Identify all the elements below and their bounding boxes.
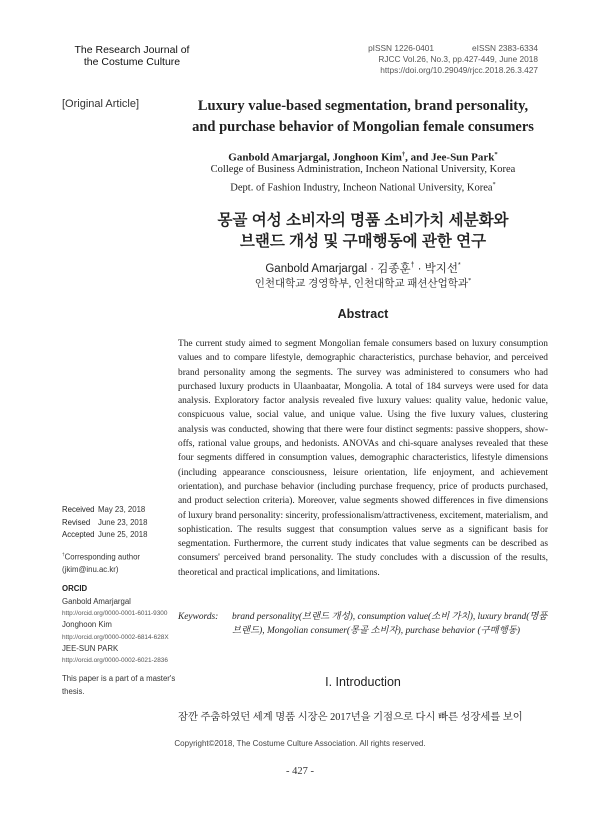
orcid-link-1[interactable]: http://orcid.org/0000-0001-6011-9300	[62, 610, 168, 618]
pissn: pISSN 1226-0401	[368, 43, 435, 53]
corresponding-author-label: Corresponding author	[64, 552, 141, 562]
journal-meta	[368, 43, 538, 76]
paper-title	[178, 96, 548, 138]
received-date: May 23, 2018	[98, 505, 146, 514]
article-sidebar	[62, 504, 180, 698]
corresponding-mark: †	[401, 151, 406, 158]
paper-title-line2: and purchase behavior of Mongolian female consumers	[192, 119, 534, 135]
abstract-heading: Abstract	[337, 307, 389, 321]
citation: RJCC Vol.26, No.3, pp.427-449, June 2018	[378, 54, 538, 64]
korean-mark-2: *	[457, 262, 461, 269]
keywords-text: brand personality(브랜드 개성), consumption value(소비 가치), luxury brand(명품 브랜드), Mongolian consumer(몽골 소비자), purchase behavior (구매행동)	[232, 612, 548, 636]
keywords-label: Keywords:	[178, 612, 219, 622]
korean-affiliation-mark: *	[468, 277, 472, 284]
thesis-note: This paper is a part of a master's thesis.	[62, 674, 176, 696]
received-label: Received	[62, 505, 95, 514]
author-names-2: , and Jee-Sun Park	[405, 151, 495, 164]
copyright: Copyright©2018, The Costume Culture Association. All rights reserved.	[174, 739, 426, 748]
orcid-name-1: Ganbold Amarjargal	[62, 596, 131, 606]
accepted-label: Accepted	[62, 530, 95, 539]
page-number: - 427 -	[286, 766, 314, 777]
revised-row	[62, 517, 180, 530]
revised-date: June 23, 2018	[98, 517, 148, 527]
article-type: [Original Article]	[62, 98, 140, 110]
accepted-row	[62, 529, 180, 542]
journal-name-line1: The Research Journal of	[74, 44, 190, 56]
received-row	[62, 504, 180, 517]
korean-authors-a: Ganbold Amarjargal · 김종훈	[265, 262, 411, 275]
korean-mark-1: †	[410, 262, 415, 269]
orcid-link-2[interactable]: http://orcid.org/0000-0002-6814-628X	[62, 633, 169, 641]
korean-authors-b: · 박지선	[414, 262, 458, 275]
corresponding-author	[62, 549, 180, 564]
corresponding-author-mark: †	[62, 551, 65, 557]
orcid-link-3[interactable]: http://orcid.org/0000-0002-6021-2836	[62, 657, 168, 665]
journal-name	[62, 44, 202, 68]
introduction-heading: I. Introduction	[325, 675, 401, 689]
korean-affiliation-text: 인천대학교 경영학부, 인천대학교 패션산업학과	[254, 278, 469, 290]
keywords	[178, 610, 548, 638]
affiliation-1: College of Business Administration, Incheon National University, Korea	[210, 164, 516, 175]
affiliation-2-mark: *	[492, 180, 496, 188]
accepted-date: June 25, 2018	[98, 530, 148, 539]
korean-affiliation	[178, 274, 548, 292]
doi-link[interactable]: https://doi.org/10.29049/rjcc.2018.26.3.427	[380, 65, 538, 75]
paper-title-line1: Luxury value-based segmentation, brand personality,	[197, 98, 529, 114]
abstract-body: The current study aimed to segment Mongolian female consumers based on luxury consumption values and to compare lifestyle, demographic characteristics, purchase behavior, and perceived brand personality among the segments. The survey was administered to consumers who had purchased luxury products in Ulaanbaatar, Mongolia. A total of 184 surveys were used for data analysis. Exploratory factor analysis revealed five luxury values: quality value, hedonic value, conspicuous value, social value, and unique value. Using the five luxury values, clustering analysis was conducted, showing that there were four distinct segments: passive shoppers, show-offs, rational value groups, and hedonists. ANOVAs and chi-square analyses revealed that these four segments differed in consumption values, demographic characteristics, lifestyle dimensions (including appearance consciousness, leisure orientation, life enjoyment, and achievement orientation), and purchase behavior (including purchase frequency, price of products purchased, and product selection criteria). Moreover, value segments showed differences in five dimensions of luxury brand personality: sincerity, professionalism/attractiveness, excitement, materialism, and sophistication. The results suggest that consumption values serve as a significant basis for segmentation. Furthermore, the current study indicates that value segments can be described as consumers' perceived brand personality. The study concludes with a discussion of the results, theoretical and practical implications, and limitations.	[178, 339, 548, 578]
author-names-1: Ganbold Amarjargal, Jonghoon Kim	[228, 151, 402, 164]
orcid-name-3: JEE-SUN PARK	[62, 643, 119, 653]
coauthor-mark: *	[494, 151, 498, 158]
orcid-heading: ORCID	[62, 584, 88, 594]
orcid-name-2: Jonghoon Kim	[62, 620, 112, 630]
introduction-first-line: 잠깐 주춤하였던 세계 명품 시장은 2017년을 기점으로 다시 빠른 성장세를 보이	[178, 712, 523, 723]
korean-title-line1: 몽골 여성 소비자의 명품 소비가치 세분화와	[217, 212, 509, 229]
revised-label: Revised	[62, 517, 91, 527]
korean-title	[178, 210, 548, 252]
corresponding-email[interactable]: (jkim@inu.ac.kr)	[62, 564, 119, 574]
affiliation-2: Dept. of Fashion Industry, Incheon National University, Korea	[230, 182, 493, 193]
korean-title-line2: 브랜드 개성 및 구매행동에 관한 연구	[239, 233, 487, 250]
affiliations	[178, 163, 548, 196]
journal-name-line2: the Costume Culture	[83, 56, 181, 68]
eissn: eISSN 2383-6334	[472, 43, 538, 53]
